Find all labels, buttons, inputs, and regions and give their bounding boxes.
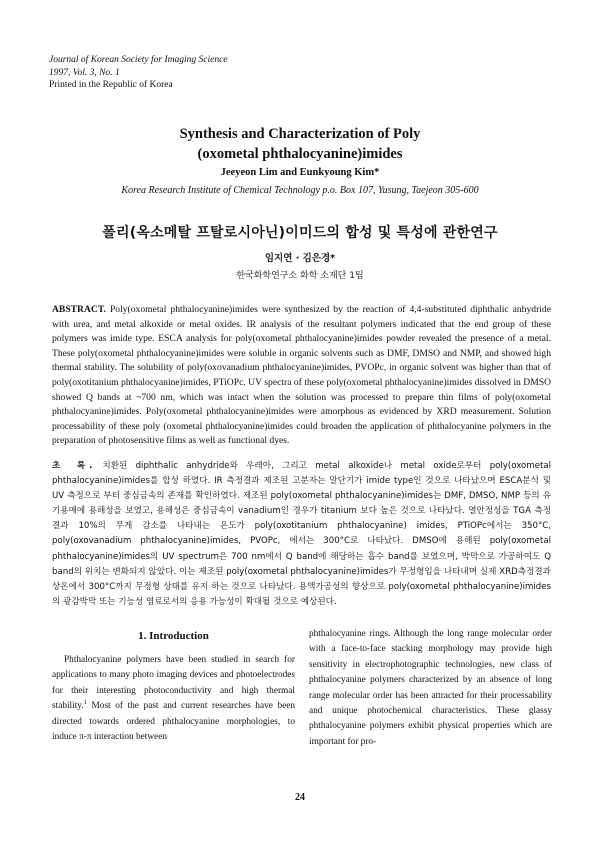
korean-abstract-label: 초 록. xyxy=(52,461,97,471)
paper-title xyxy=(0,124,600,164)
right-column xyxy=(309,627,552,750)
citation-1: 1 xyxy=(83,699,87,707)
page-number: 24 xyxy=(295,792,305,803)
intro-left-text-b: Most of the past and current researches have been directed towards ordered phthalocyanine morphologies, to induce π-π interaction between xyxy=(52,701,295,743)
journal-volume: 1997, Vol. 3, No. 1 xyxy=(49,67,120,78)
title-line-1: Synthesis and Characterization of Poly xyxy=(179,126,421,142)
korean-abstract xyxy=(52,459,551,610)
korean-abstract-text: 치환된 diphthalic anhydride와 우레아, 그리고 metal alkoxide나 metal oxide로부터 poly(oxometal phthalocyanine)imides를 합성 하였다. IR 측정결과 제조된 고분자는 말단기가 imide type인 것으로 나타났으며 ESCA분석 및 UV 측정으로 부터 중심금속의 존재를 확인하였다. 제조된 poly(oxometal phthalocyanine)imides는 DMF, DMSO, NMP 등의 유기용매에 용해성을 보였고, 용해성은 중심금속이 vanadium인 경우가 titanium 보다 높은 것으로 나타났다. 열안정성을 TGA 측정 결과 10%의 무게 감소를 나타내는 온도가 poly(oxotitanium phthalocyanine) imides, PTiOPc에서는 350°C, poly(oxovanadium phthalocyanine)imides, PVOPc, 에서는 300°C로 나타났다. DMSO에 용해된 poly(oxometal phthalocyanine)imides의 UV spectrum은 700 nm에서 Q band에 해당하는 흡수 band를 보였으며, 박막으로 가공하여도 Q band의 위치는 변화되지 않았다. 이는 제조된 poly(oxometal phthalocyanine)imides가 무정형임을 나타내며 실제 XRD측정결과 상온에서 300°C까지 무정형 상태를 유지 하는 것으로 나타났다. 용액가공성의 향상으로 poly(oxometal phthalocyanine)imides의 광감박막 또는 기능성 염료로서의 응용 가능성이 확대될 것으로 예상된다. xyxy=(52,461,551,607)
printed-note: Printed in the Republic of Korea xyxy=(49,80,173,90)
left-column xyxy=(52,629,295,745)
authors: Jeeyeon Lim and Eunkyoung Kim* xyxy=(220,167,380,178)
section-heading: 1. Introduction xyxy=(138,630,209,642)
abstract-label: ABSTRACT. xyxy=(52,304,106,315)
title-line-2: (oxometal phthalocyanine)imides xyxy=(197,146,403,162)
affiliation: Korea Research Institute of Chemical Technology p.o. Box 107, Yusung, Taejeon 305-600 xyxy=(121,185,479,196)
abstract-text: Poly(oxometal phthalocyanine)imides were synthesized by the reaction of 4,4-substituted diphthalic anhydride with urea, and metal alkoxide or metal oxides. IR analysis of the resultant polymers indicated that the end group of these polymers was imide type. ESCA analysis for poly(oxometal phthalocyanine)imides powder revealed the presence of a metal. These poly(oxometal phthalocyanine)imides were soluble in organic solvents such as DMF, DMSO and NMP, and showed high thermal stability. The solubility of poly(oxovanadium phthalocyanine)imides, PVOPc, in organic solvent was higher than that of poly(oxotitanium phthalocyanine)imides, PTiOPc. UV spectra of these poly(oxometal phthalocyanine)imides dissolved in DMSO showed Q bands at ~700 nm, which was intact when the solution was processed to prepare thin films of poly(oxometal phthalocyanine)imides. Poly(oxometal phthalocyanine)imides were amorphous as evidenced by XRD measurement. Solution processability of these poly (oxometal phthalocyanine)imides could broaden the application of phthalocyanine polymers in the preparation of photosensitive films as well as functional dyes. xyxy=(52,304,551,447)
intro-paragraph-left xyxy=(52,653,295,745)
korean-affiliation: 한국화학연구소 화학 소재단 1팀 xyxy=(236,271,364,281)
intro-left-text-a: Phthalocyanine polymers have been studied in search for applications to many photo imaging devices and photoelectrodes for their interesting photoconductivity and high thermal stability. xyxy=(52,655,295,712)
journal-name: Journal of Korean Society for Imaging Science xyxy=(49,55,228,65)
korean-authors: 임지연 · 김은경* xyxy=(264,253,336,264)
intro-paragraph-right: phthalocyanine rings. Although the long range molecular order with a face-to-face stacking morphology may provide high sensitivity in electrophotographic technologies, new class of phthalocyanine polymers characterized by an absence of long range molecular order has been attracted for their processability and unique photochemical characteristics. These glassy phthalocyanine polymers exhibit physical properties which are important for pro- xyxy=(309,629,552,747)
korean-title: 폴리(옥소메탈 프탈로시아닌)이미드의 합성 및 특성에 관한연구 xyxy=(102,225,498,241)
journal-header xyxy=(49,54,228,92)
abstract xyxy=(52,303,551,449)
